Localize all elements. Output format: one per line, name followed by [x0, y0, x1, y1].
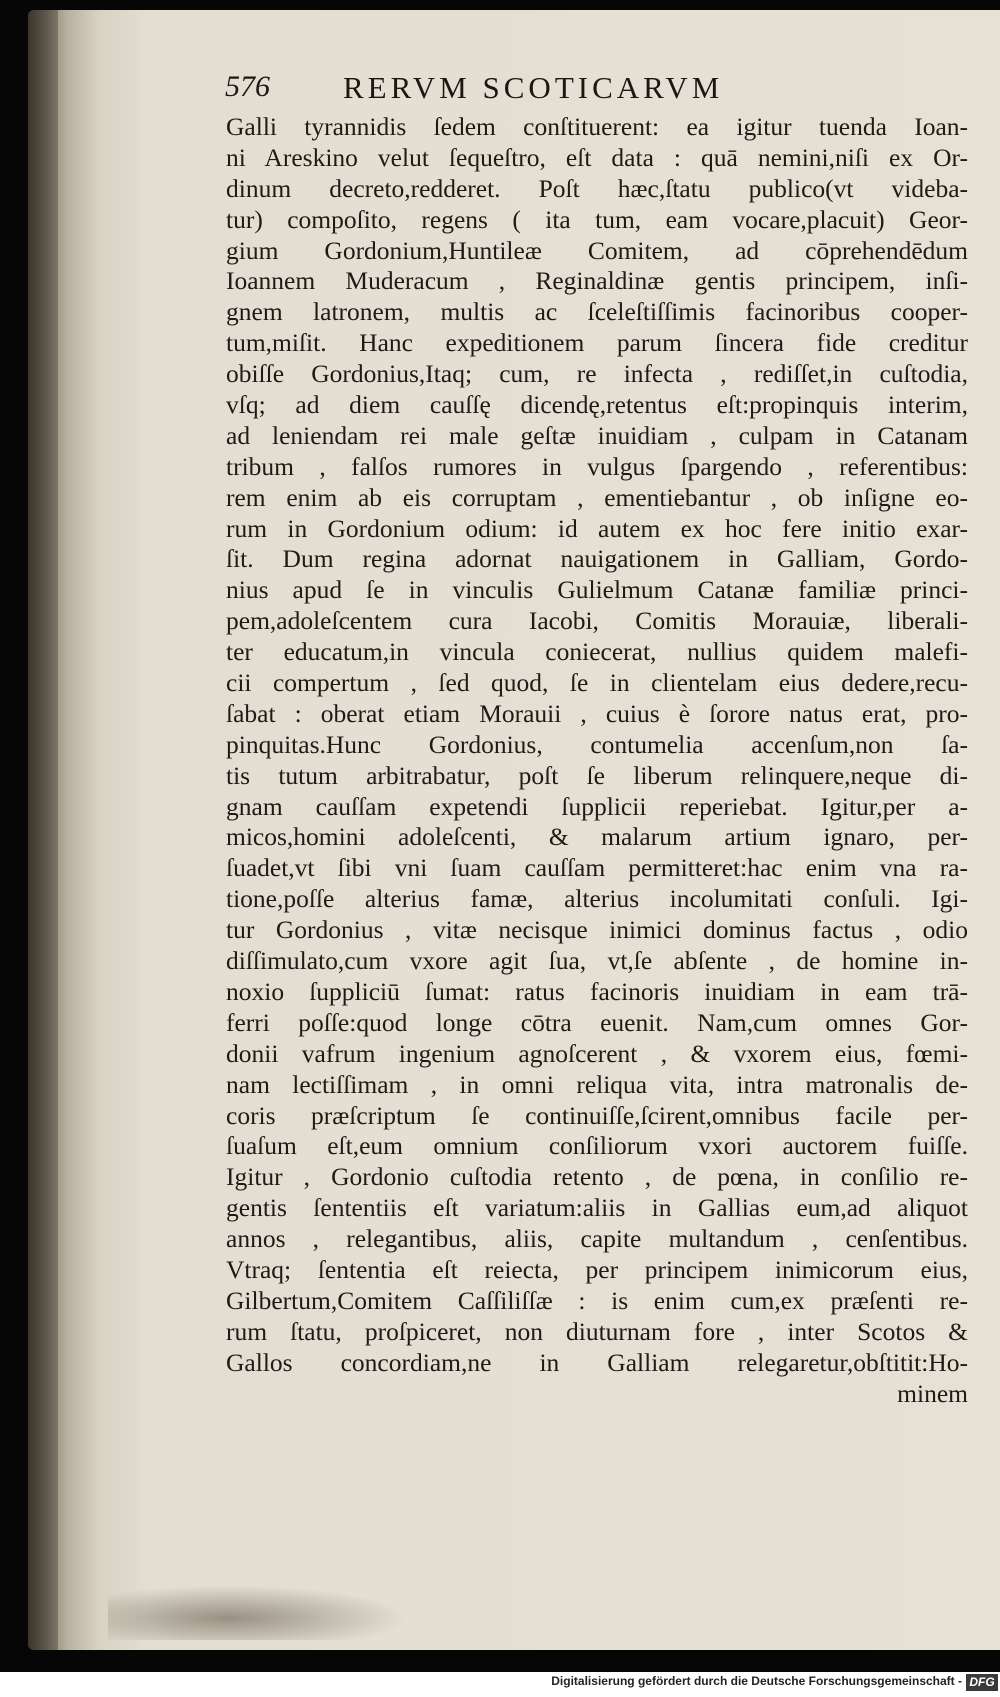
- text-line: Igitur , Gordonio cuſtodia retento , de pœna, in conſilio re-: [226, 1162, 968, 1192]
- page-number: 576: [225, 70, 270, 103]
- running-head: RERVM SCOTICARVM: [343, 70, 724, 105]
- text-line: tur) compoſito, regens ( ita tum, eam vocare,placuit) Geor-: [226, 204, 968, 234]
- body-text: [226, 112, 982, 1409]
- text-line: Gallos concordiam,ne in Galliam relegaretur,obſtitit:Ho-: [226, 1347, 968, 1377]
- text-line: tione,poſſe alterius famæ, alterius incolumitati conſuli. Igi-: [226, 884, 968, 914]
- text-line: tribum , falſos rumores in vulgus ſpargendo , referentibus:: [226, 451, 968, 481]
- digitization-credit: Digitalisierung gefördert durch die Deutsche Forschungsgemeinschaft -: [551, 1674, 962, 1688]
- text-line: rum in Gordonium odium: id autem ex hoc fere initio exar-: [226, 513, 968, 543]
- text-line: vſq; ad diem cauſſę dicendę,retentus eſt:propinquis interim,: [226, 390, 968, 420]
- text-line: gnem latronem, multis ac ſceleſtiſſimis facinoribus cooper-: [226, 297, 968, 327]
- text-line: tum,miſit. Hanc expeditionem parum ſincera fide creditur: [226, 328, 968, 358]
- text-line: diſſimulato,cum vxore agit ſua, vt,ſe abſente , de homine in-: [226, 946, 968, 976]
- text-line: tis tutum arbitrabatur, poſt ſe liberum relinquere,neque di-: [226, 760, 968, 790]
- text-line: Gilbertum,Comitem Caſſiliſſæ : is enim cum,ex præſenti re-: [226, 1285, 968, 1315]
- text-line: micos,homini adoleſcenti, & malarum artium ignaro, per-: [226, 822, 968, 852]
- text-line: Ioannem Muderacum , Reginaldinæ gentis principem, inſi-: [226, 266, 968, 296]
- text-line: gnam cauſſam expetendi ſupplicii reperiebat. Igitur,per a-: [226, 791, 968, 821]
- text-line: ni Areskino velut ſequeſtro, eſt data : quā nemini,niſi ex Or-: [226, 142, 968, 172]
- text-line: ſabat : oberat etiam Morauii , cuius è ſorore natus erat, pro-: [226, 698, 968, 728]
- text-line: ad leniendam rei male geſtæ inuidiam , culpam in Catanam: [226, 420, 968, 450]
- text-line: pinquitas.Hunc Gordonius, contumelia accenſum,non ſa-: [226, 729, 968, 759]
- footer-bar: [0, 1672, 1000, 1697]
- text-line: rem enim ab eis corruptam , ementiebantur , ob inſigne eo-: [226, 482, 968, 512]
- text-line: Galli tyrannidis ſedem conſtituerent: ea igitur tuenda Ioan-: [226, 112, 968, 141]
- text-line: tur Gordonius , vitæ necisque inimici dominus factus , odio: [226, 915, 968, 945]
- text-line: ſit. Dum regina adornat nauigationem in Galliam, Gordo-: [226, 544, 968, 574]
- text-line: nam lectiſſimam , in omni reliqua vita, intra matronalis de-: [226, 1069, 968, 1099]
- page-gutter-edge: [28, 10, 58, 1650]
- text-line: Vtraq; ſententia eſt reiecta, per principem inimicorum eius,: [226, 1254, 968, 1284]
- text-line: gium Gordonium,Huntileæ Comitem, ad cōprehendēdum: [226, 235, 968, 265]
- text-line: noxio ſuppliciū ſumat: ratus facinoris inuidiam in eam trā-: [226, 976, 968, 1006]
- text-line: obiſſe Gordonius,Itaq; cum, re infecta , rediſſet,in cuſtodia,: [226, 359, 968, 389]
- text-line: gentis ſententiis eſt variatum:aliis in Gallias eum,ad aliquot: [226, 1193, 968, 1223]
- text-line: nius apud ſe in vinculis Gulielmum Catanæ familiæ princi-: [226, 575, 968, 605]
- page-header: [225, 70, 905, 114]
- text-line: ferri poſſe:quod longe cōtra euenit. Nam,cum omnes Gor-: [226, 1007, 968, 1037]
- text-line: ter educatum,in vincula coniecerat, nullius quidem malefi-: [226, 637, 968, 667]
- text-line: pem,adoleſcentem cura Iacobi, Comitis Morauiæ, liberali-: [226, 606, 968, 636]
- text-line: ſuaſum eſt,eum omnium conſiliorum vxori auctorem fuiſſe.: [226, 1131, 968, 1161]
- page-stain: [108, 1585, 408, 1640]
- text-line: donii vafrum ingenium agnoſcerent , & vxorem eius, fœmi-: [226, 1038, 968, 1068]
- dfg-logo: DFG: [966, 1674, 998, 1691]
- text-line: coris præſcriptum ſe continuiſſe,ſcirent,omnibus facile per-: [226, 1100, 968, 1130]
- text-line: ſuadet,vt ſibi vni ſuam cauſſam permitteret:hac enim vna ra-: [226, 853, 968, 883]
- text-line: annos , relegantibus, aliis, capite multandum , cenſentibus.: [226, 1224, 968, 1254]
- text-line: rum ſtatu, proſpiceret, non diuturnam fore , inter Scotos &: [226, 1316, 968, 1346]
- text-line: dinum decreto,redderet. Poſt hæc,ſtatu publico(vt videba-: [226, 173, 968, 203]
- text-line: cii compertum , ſed quod, ſe in clientelam eius dedere,recu-: [226, 668, 968, 698]
- catchword: minem: [897, 1378, 968, 1408]
